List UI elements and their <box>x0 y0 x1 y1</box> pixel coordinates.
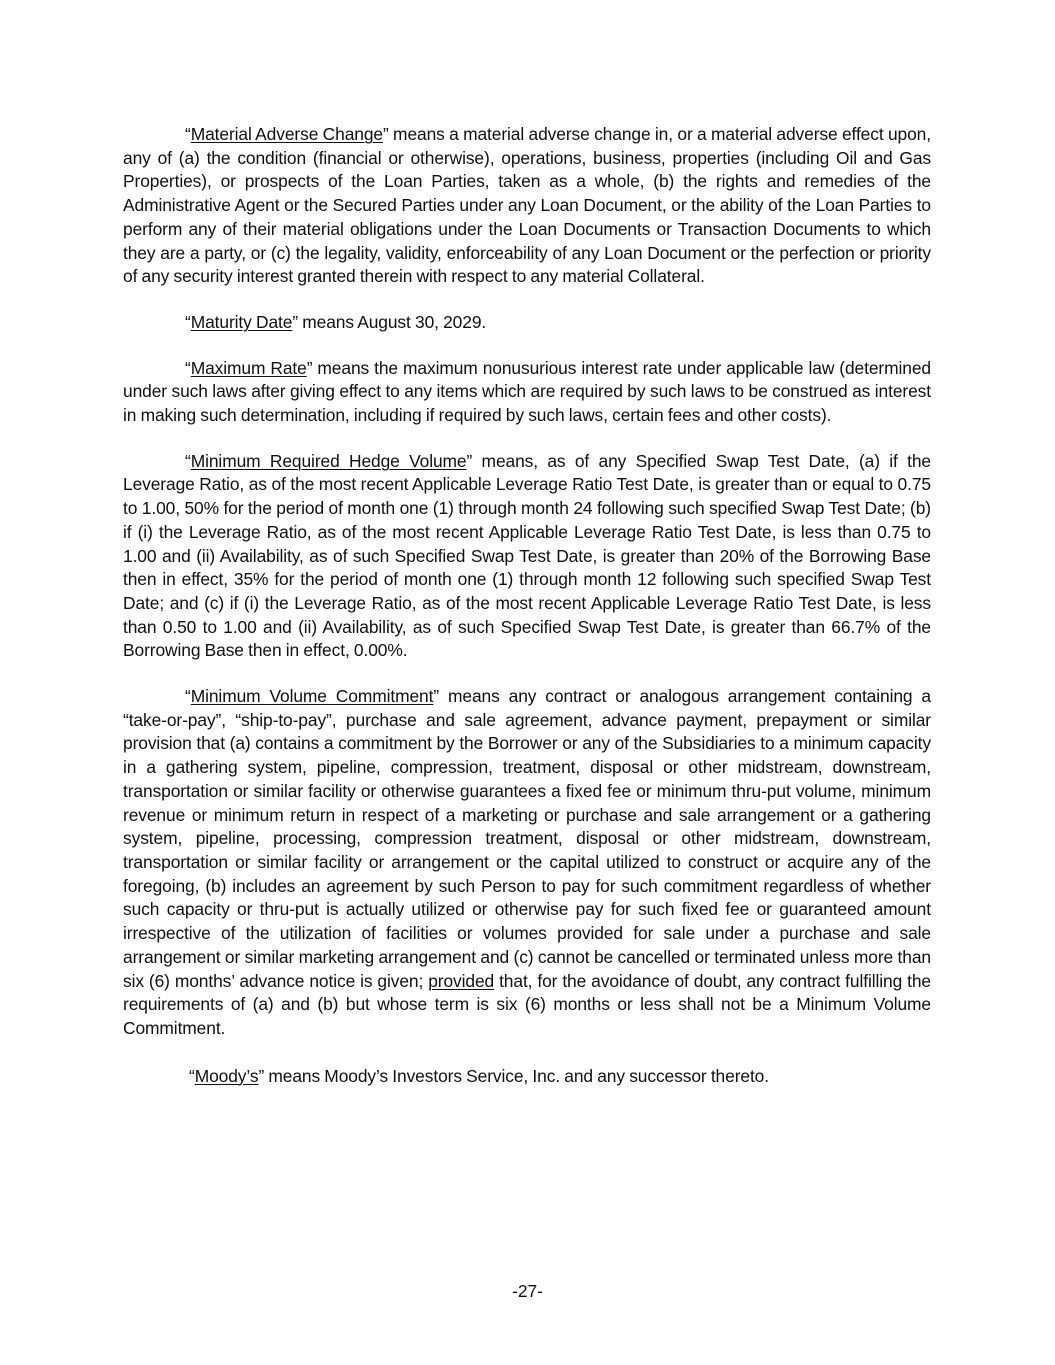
page-number: -27- <box>512 1281 543 1301</box>
document-body <box>123 123 931 1110</box>
definition-moodys <box>123 1065 931 1089</box>
definition-material-adverse-change <box>123 123 931 289</box>
definition-text: ” means the maximum nonusurious interest rate under applicable law (determined under such laws after giving effect to any items which are required by such laws to be construed as interest in making such determination, including if required by such laws, certain fees and other costs). <box>123 357 931 426</box>
definition-text-continued: that, for the avoidance of doubt, any contract fulfilling the requirements of (a) and (b) but whose term is six (6) months or less shall not be a Minimum Volume Commitment. <box>123 970 931 1038</box>
defined-term: Maximum Rate <box>190 357 307 378</box>
definition-maximum-rate <box>123 357 931 428</box>
definition-text: ” means, as of any Specified Swap Test Date, (a) if the Leverage Ratio, as of the most recent Applicable Leverage Ratio Test Date, is greater than or equal to 0.75 to 1.00, 50% for the period of month one (1) through month 24 following such specified Swap Test Date; (b) if (i) the Leverage Ratio, as of the most recent Applicable Leverage Ratio Test Date, is less than 0.75 to 1.00 and (ii) Availability, as of such Specified Swap Test Date, is greater than 20% of the Borrowing Base then in effect, 35% for the period of month one (1) through month 12 following such specified Swap Test Date; and (c) if (i) the Leverage Ratio, as of the most recent Applicable Leverage Ratio Test Date, is less than 0.50 to 1.00 and (ii) Availability, as of such Specified Swap Test Date, is greater than 66.7% of the Borrowing Base then in effect, 0.00%. <box>123 450 931 661</box>
definition-minimum-required-hedge-volume <box>123 450 931 663</box>
definition-text: ” means Moody’s Investors Service, Inc. and any successor thereto. <box>258 1065 769 1086</box>
defined-term: Moody’s <box>194 1065 259 1086</box>
open-quote: “ <box>185 311 191 332</box>
open-quote: “ <box>189 1065 195 1086</box>
definition-minimum-volume-commitment <box>123 685 931 1041</box>
defined-term: Maturity Date <box>190 311 293 332</box>
open-quote: “ <box>185 686 191 707</box>
definition-text: ” means any contract or analogous arrangement containing a “take-or-pay”, “ship-to-pay”, purchase and sale agreement, advance payment, prepayment or similar provision that (a) contains a commitment by the Borrower or any of the Subsidiaries to a minimum capacity in a gathering system, pipeline, compression, treatment, disposal or other midstream, downstream, transportation or similar facility or otherwise guarantees a fixed fee or minimum thru-put volume, minimum revenue or minimum return in respect of a marketing or purchase and sale arrangement or a gathering system, pipeline, processing, compression treatment, disposal or other midstream, downstream, transportation or similar facility or arrangement or the capital utilized to construct or acquire any of the foregoing, (b) includes an agreement by such Person to pay for such commitment regardless of whether such capacity or thru-put is actually utilized or otherwise pay for such fixed fee or guaranteed amount irrespective of the utilization of facilities or volumes provided for sale under a purchase and sale arrangement or similar marketing arrangement and (c) cannot be cancelled or terminated unless more than six (6) months’ advance notice is given; <box>123 686 932 991</box>
provided-emphasis: provided <box>428 970 495 991</box>
open-quote: “ <box>185 357 191 378</box>
defined-term: Material Adverse Change <box>190 124 383 144</box>
open-quote: “ <box>185 124 191 144</box>
defined-term: Minimum Volume Commitment <box>190 686 434 707</box>
definition-maturity-date <box>123 311 931 335</box>
definition-text: ” means August 30, 2029. <box>292 311 487 332</box>
defined-term: Minimum Required Hedge Volume <box>190 450 467 471</box>
open-quote: “ <box>185 450 191 471</box>
definition-text: ” means a material adverse change in, or a material adverse effect upon, any of (a) the condition (financial or otherwise), operations, business, properties (including Oil and Gas Properties), or prospects of the Loan Parties, taken as a whole, (b) the rights and remedies of the Administrative Agent or the Secured Parties under any Loan Document, or the ability of the Loan Parties to perform any of their material obligations under the Loan Documents or Transaction Documents to which they are a party, or (c) the legality, validity, enforceability of any Loan Document or the perfection or priority of any security interest granted therein with respect to any material Collateral. <box>123 124 931 287</box>
